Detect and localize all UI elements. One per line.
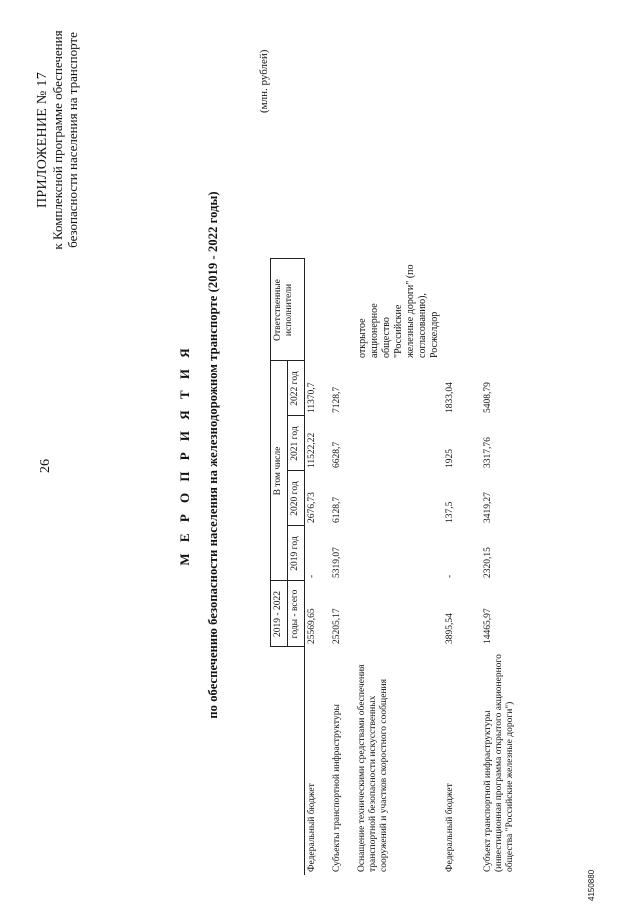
- document-code: 4150880: [587, 869, 596, 901]
- header-2020: 2020 год: [288, 471, 305, 526]
- header-2022: 2022 год: [288, 361, 305, 416]
- row-label: Субъект транспортной инфраструктуры (инвестиционная программа открытого акционерного общества "Российские железные дороги"): [482, 654, 515, 872]
- cell-2022: 11370,7: [307, 382, 317, 413]
- cell-2021: 1925: [444, 449, 455, 468]
- cell-2022: 7128,7: [331, 386, 342, 413]
- table-row: [481, 259, 518, 875]
- table-row: [305, 259, 330, 875]
- cell-2019: -: [307, 574, 317, 578]
- table-row: [355, 259, 443, 875]
- table-row: [330, 259, 355, 875]
- cell-total: 25569,65: [307, 608, 317, 644]
- row-label: Оснащение техническими средствами обеспечения транспортной безопасности искусственных сооружений и участков скоростного сообщения: [356, 664, 389, 872]
- document-heading: [177, 105, 221, 805]
- table-row: [443, 259, 481, 875]
- appendix-title: ПРИЛОЖЕНИЕ № 17: [35, 72, 50, 208]
- cell-2022: 5408,79: [482, 382, 493, 413]
- cell-total: 25205,17: [331, 608, 342, 644]
- header-row-1: [271, 259, 288, 875]
- cell-2020: 2676,73: [307, 492, 317, 523]
- cell-2020: [355, 471, 443, 526]
- header-period: 2019 - 2022: [271, 581, 288, 647]
- cell-responsible: [330, 259, 355, 361]
- measures-table: [270, 259, 518, 876]
- row-label: Субъекты транспортной инфраструктуры: [331, 704, 342, 872]
- cell-responsible: [305, 259, 330, 361]
- cell-responsible: [443, 259, 481, 361]
- appendix-block: [35, 15, 80, 265]
- cell-2019: 5319,07: [331, 547, 342, 578]
- header-including: В том числе: [271, 361, 288, 581]
- cell-2020: 6128,7: [331, 496, 342, 523]
- cell-total: 14465,97: [482, 608, 493, 644]
- cell-2020: 137,5: [444, 501, 455, 523]
- cell-2019: -: [444, 574, 455, 578]
- page-number: 26: [38, 459, 53, 473]
- cell-2022: 1833,04: [444, 382, 455, 413]
- cell-responsible: открытое акционерное общество "Российские железные дороги" (по согласованию), Росжелдор: [356, 264, 440, 358]
- cell-2021: 6628,7: [331, 441, 342, 468]
- cell-responsible: [481, 259, 518, 361]
- header-blank-cell: [271, 647, 305, 875]
- heading-subtitle: по обеспечению безопасности населения на железнодорожном транспорте (2019 - 2022 годы): [206, 191, 220, 719]
- cell-2021: 3317,76: [482, 437, 493, 468]
- cell-2019: [355, 526, 443, 581]
- cell-2022: [355, 361, 443, 416]
- header-responsible: Ответственные исполнители: [271, 259, 305, 361]
- appendix-line-2: безопасности населения на транспорте: [65, 32, 80, 248]
- row-label: Федеральный бюджет: [307, 783, 317, 872]
- cell-2020: 3419,27: [482, 492, 493, 523]
- row-label: Федеральный бюджет: [444, 783, 455, 872]
- cell-total: [355, 581, 443, 647]
- cell-2021: 11522,22: [307, 432, 317, 468]
- appendix-line-1: к Комплексной программе обеспечения: [50, 30, 65, 250]
- heading-title: М Е Р О П Р И Я Т И Я: [177, 344, 192, 566]
- cell-total: 3895,54: [444, 613, 455, 644]
- header-2021: 2021 год: [288, 416, 305, 471]
- header-2019: 2019 год: [288, 526, 305, 581]
- header-total: годы - всего: [288, 581, 305, 647]
- cell-2019: 2320,15: [482, 547, 493, 578]
- cell-2021: [355, 416, 443, 471]
- units-label: (млн. рублей): [258, 49, 270, 113]
